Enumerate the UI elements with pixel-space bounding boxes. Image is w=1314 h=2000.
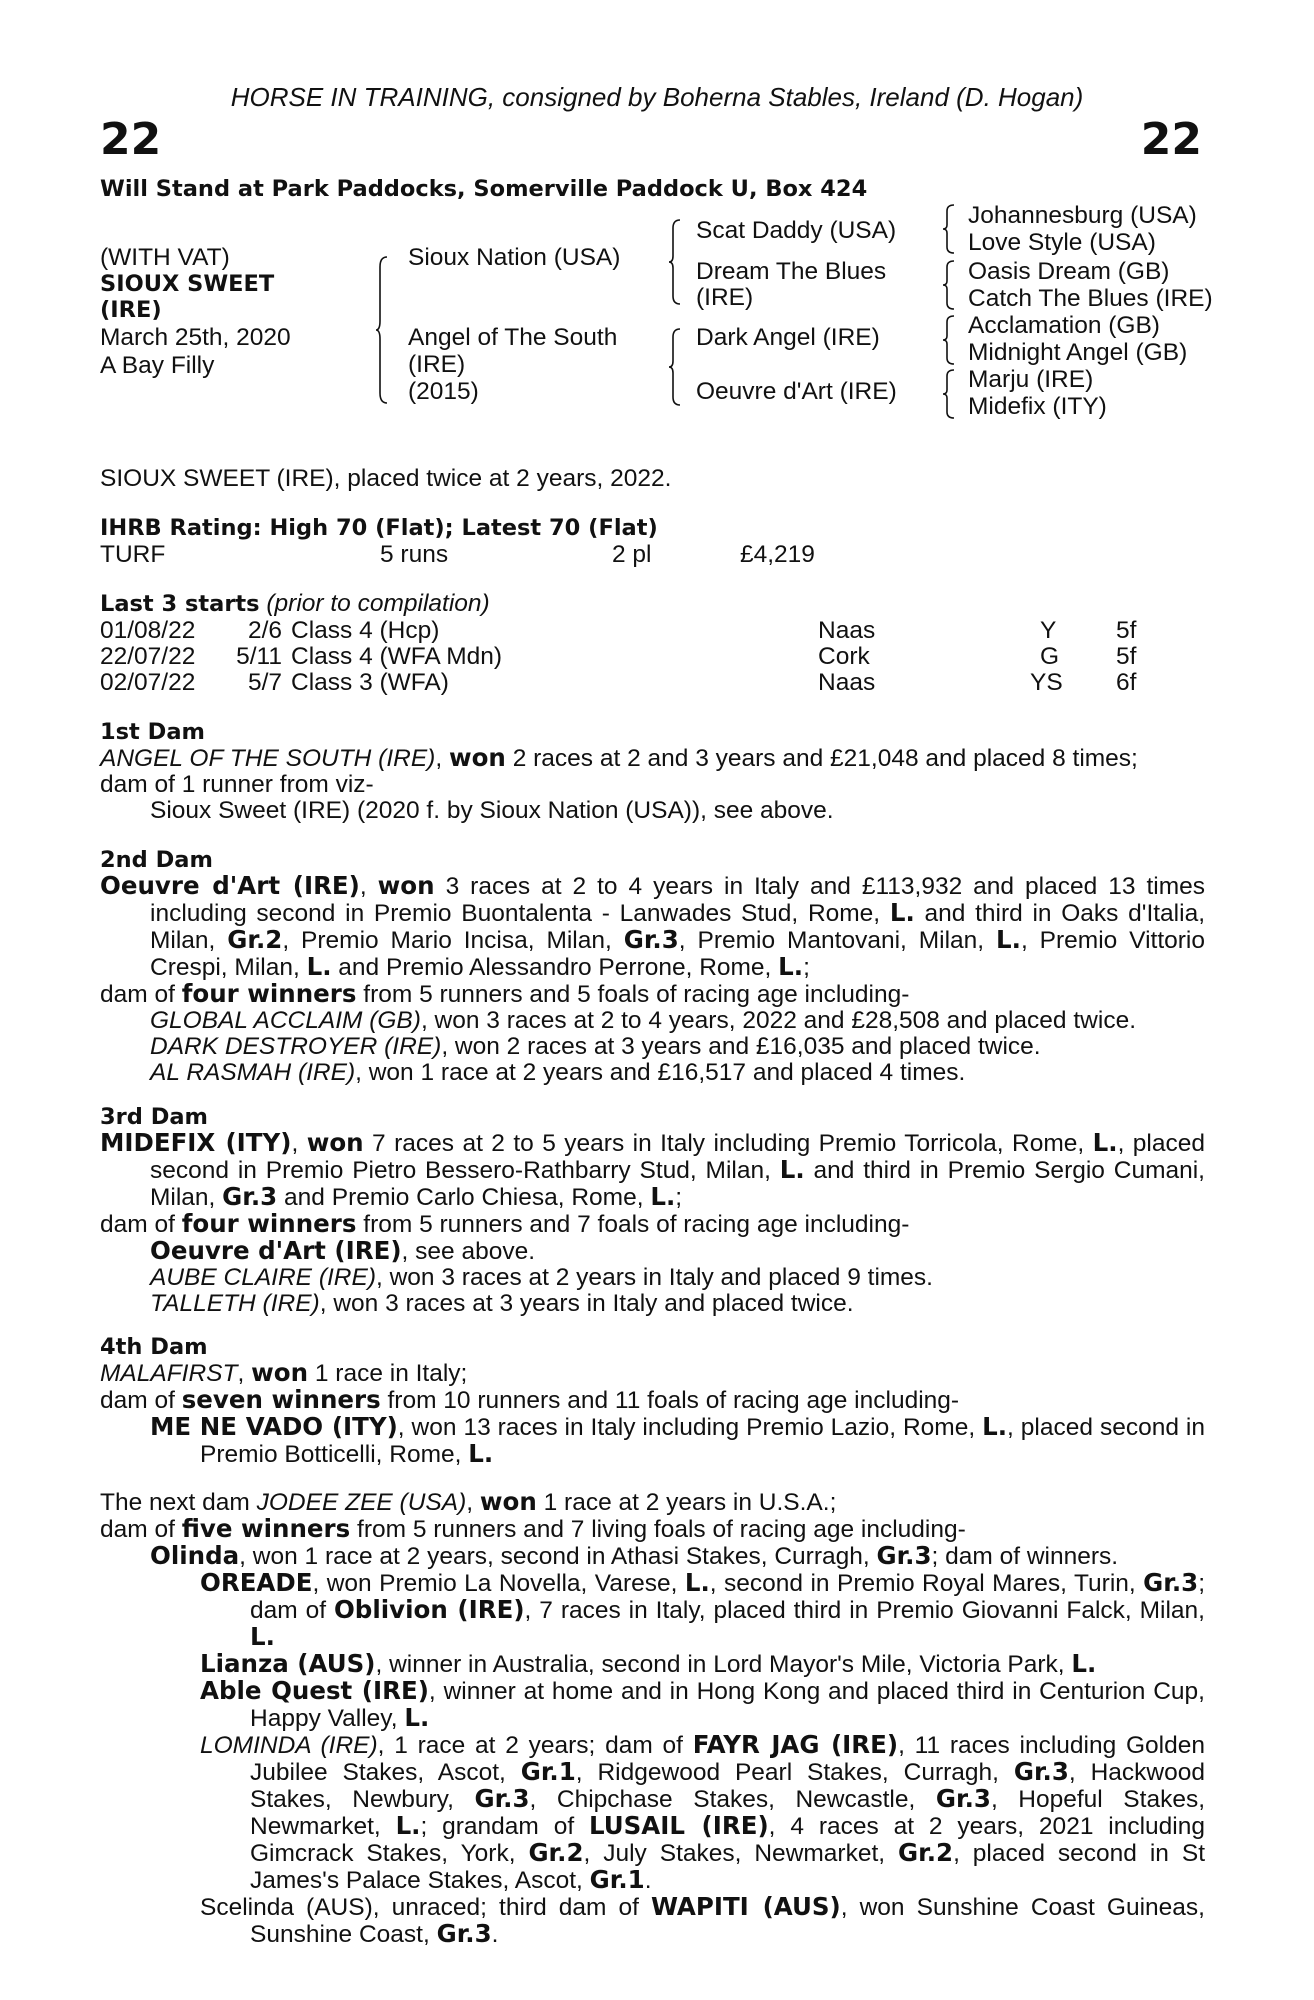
pedigree-sss: Johannesburg (USA) xyxy=(968,202,1197,229)
text: , won 13 races in Italy including Premio Lazio, Rome, xyxy=(397,1414,983,1441)
pedigree-brace-main xyxy=(375,255,389,405)
start-going: Y xyxy=(1040,617,1057,644)
text: , second in Premio Royal Mares, Turin, xyxy=(709,1570,1144,1597)
third-dam-produce xyxy=(100,1211,1205,1238)
table-row xyxy=(100,644,1200,670)
start-position: 2/6 xyxy=(247,617,282,644)
grade: Gr.3 xyxy=(474,1784,530,1813)
text: and Premio Carlo Chiesa, Rome, xyxy=(277,1184,651,1211)
fourth-dam-title: 4th Dam xyxy=(100,1334,208,1360)
offspring-name: LOMINDA (IRE) xyxy=(200,1732,378,1759)
second-dam-produce xyxy=(100,981,1205,1008)
pedigree-brace-ss xyxy=(942,203,956,255)
first-dam-won: won xyxy=(448,743,506,772)
starts-header xyxy=(100,591,490,617)
text: , July Stakes, Newmarket, xyxy=(583,1840,898,1867)
start-date: 22/07/22 xyxy=(100,643,196,670)
catalogue-header: HORSE IN TRAINING, consigned by Boherna Stables, Ireland (D. Hogan) xyxy=(230,82,1084,112)
grade: L. xyxy=(250,1622,275,1651)
pedigree-dam-year: (2015) xyxy=(408,378,479,405)
text: from 10 runners and 11 foals of racing age including- xyxy=(380,1387,960,1414)
text: . xyxy=(491,1921,499,1948)
text: , winner at home and in Hong Kong and placed third in Centurion Cup, Happy Valley, xyxy=(250,1678,1205,1732)
pedigree-sire-dam-country: (IRE) xyxy=(696,284,754,311)
text: , Premio Mantovani, Milan, xyxy=(678,927,997,954)
lot-number-left: 22 xyxy=(100,114,162,165)
pedigree-dam: Angel of The South xyxy=(408,324,618,351)
offspring-name: DARK DESTROYER (IRE) xyxy=(150,1033,442,1060)
text: , unraced; third dam of xyxy=(372,1894,651,1921)
text: , Chipchase Stakes, Newcastle, xyxy=(529,1786,936,1813)
horse-name: SIOUX SWEET xyxy=(100,271,275,297)
horse-dob: March 25th, 2020 xyxy=(100,324,291,351)
start-class: Class 4 (Hcp) xyxy=(291,617,440,644)
offspring-name: FAYR JAG (IRE) xyxy=(692,1730,899,1759)
start-position: 5/7 xyxy=(247,669,282,696)
offspring-name: Oeuvre d'Art (IRE) xyxy=(150,1236,402,1265)
start-course: Naas xyxy=(818,669,876,696)
pedigree-brace-sd xyxy=(942,259,956,311)
text: , 4 races at 2 years, 2021 including Gimcrack Stakes, York, xyxy=(250,1813,1206,1867)
grade: L. xyxy=(395,1811,421,1840)
won-label: won xyxy=(306,1128,364,1157)
pedigree-sire: Sioux Nation (USA) xyxy=(408,244,621,271)
start-date: 01/08/22 xyxy=(100,617,196,644)
list-item xyxy=(100,1732,1205,1894)
start-class: Class 3 (WFA) xyxy=(291,669,449,696)
grade: L. xyxy=(684,1568,710,1597)
offspring-name: Able Quest (IRE) xyxy=(200,1676,429,1705)
start-course: Naas xyxy=(818,617,876,644)
first-dam-produce: dam of 1 runner from viz- xyxy=(100,771,374,798)
grade: Gr.2 xyxy=(528,1838,584,1867)
start-position: 5/11 xyxy=(236,643,282,670)
fourth-dam-name: MALAFIRST xyxy=(100,1360,238,1387)
text: and Premio Alessandro Perrone, Rome, xyxy=(331,954,779,981)
third-dam-title: 3rd Dam xyxy=(100,1104,208,1130)
pedigree-ddd: Midefix (ITY) xyxy=(968,393,1107,420)
winners-count: five winners xyxy=(181,1514,351,1543)
start-going: YS xyxy=(1030,669,1063,696)
third-dam-record: MIDEFIX (ITY), won 7 races at 2 to 5 years in Italy including Premio Torricola, Rome, L., placed second in Premio Pietro Bessero-Rathbarry Stud, Milan, L. and third in Premio Sergio Cumani, Milan, Gr.3 and Premio Carlo Chiesa, Rome, L.; xyxy=(100,1128,1205,1211)
grade: Gr.1 xyxy=(520,1757,576,1786)
next-dam-produce xyxy=(100,1516,1205,1543)
text: , won Sunshine Coast Guineas, Sunshine Coast, xyxy=(250,1894,1205,1948)
offspring-name: WAPITI (AUS) xyxy=(651,1892,841,1921)
table-row xyxy=(100,670,1200,696)
first-dam-section xyxy=(100,719,1205,824)
offspring-name: LUSAIL (IRE) xyxy=(589,1811,769,1840)
pedigree-dss: Acclamation (GB) xyxy=(968,312,1160,339)
text: , 7 races in Italy, placed third in Premio Giovanni Falck, Milan, xyxy=(524,1597,1205,1624)
offspring-name: AL RASMAH (IRE) xyxy=(150,1059,356,1086)
text: , placed second in St James's Palace Stakes, Ascot, xyxy=(250,1840,1206,1894)
start-distance: 6f xyxy=(1116,669,1137,696)
list-item xyxy=(100,1060,1205,1086)
text: ; dam of xyxy=(250,1570,1206,1624)
starts-title: Last 3 starts xyxy=(100,591,260,617)
starts-note: (prior to compilation) xyxy=(266,590,490,617)
start-distance: 5f xyxy=(1116,643,1137,670)
text: 7 races at 2 to 5 years in Italy including Premio Torricola, Rome, xyxy=(363,1130,1093,1157)
pedigree-brace-dd xyxy=(942,368,956,420)
list-item xyxy=(100,1570,1205,1651)
next-dam-name: JODEE ZEE (USA) xyxy=(256,1489,467,1516)
text: dam of xyxy=(100,1211,182,1238)
first-dam-offspring: Sioux Sweet (IRE) (2020 f. by Sioux Nation (USA)), see above. xyxy=(150,797,834,824)
text: and third in Premio Sergio Cumani, Milan, xyxy=(150,1157,1205,1211)
text: dam of xyxy=(100,981,182,1008)
fourth-dam-section xyxy=(100,1334,1205,1468)
text: , won 1 race at 2 years and £16,517 and placed 4 times. xyxy=(355,1059,966,1086)
text: ; dam of winners. xyxy=(931,1543,1119,1570)
text: . xyxy=(644,1867,652,1894)
offspring-name: Oblivion (IRE) xyxy=(333,1595,525,1624)
list-item xyxy=(100,1543,1205,1570)
text: ; xyxy=(803,954,810,981)
offspring-name: Lianza (AUS) xyxy=(200,1649,376,1678)
grade: Gr.3 xyxy=(1013,1757,1069,1786)
offspring-name: GLOBAL ACCLAIM (GB) xyxy=(150,1007,421,1034)
rating-surface: TURF xyxy=(100,541,166,568)
list-item xyxy=(100,1414,1205,1468)
won-label: won xyxy=(251,1358,309,1387)
text: , Hopeful Stakes, Newmarket, xyxy=(250,1786,1206,1840)
winners-count: four winners xyxy=(181,1209,357,1238)
pedigree-brace-ds xyxy=(942,314,956,366)
grade: L. xyxy=(1071,1649,1097,1678)
grade: Gr.2 xyxy=(898,1838,954,1867)
text: , 1 race at 2 years; dam of xyxy=(377,1732,693,1759)
third-dam-section xyxy=(100,1104,1205,1317)
text: , won Premio La Novella, Varese, xyxy=(312,1570,685,1597)
text: from 5 runners and 5 foals of racing age including- xyxy=(356,981,910,1008)
text: , won 3 races at 3 years in Italy and placed twice. xyxy=(319,1290,854,1317)
text: , won 3 races at 2 to 4 years, 2022 and £28,508 and placed twice. xyxy=(420,1007,1136,1034)
text: , won 3 races at 2 years in Italy and placed 9 times. xyxy=(376,1264,933,1291)
list-item xyxy=(100,1238,1205,1265)
fourth-dam-produce xyxy=(100,1387,1205,1414)
next-dam-record xyxy=(100,1489,1205,1516)
text: and third in Oaks d'Italia, Milan, xyxy=(150,900,1205,954)
text: 1 race at 2 years in U.S.A.; xyxy=(536,1489,837,1516)
grade: L. xyxy=(1092,1128,1118,1157)
text: from 5 runners and 7 living foals of racing age including- xyxy=(350,1516,966,1543)
list-item xyxy=(100,1265,1205,1291)
list-item xyxy=(100,1651,1205,1678)
offspring-name: Scelinda (AUS) xyxy=(200,1894,373,1921)
grade: Gr.3 xyxy=(436,1919,492,1948)
list-item xyxy=(100,1678,1205,1732)
list-item xyxy=(100,1894,1205,1948)
grade: L. xyxy=(889,898,915,927)
grade: Gr.2 xyxy=(227,925,283,954)
rating-title: IHRB Rating: High 70 (Flat); Latest 70 (Flat) xyxy=(100,515,658,541)
vat-note: (WITH VAT) xyxy=(100,244,230,271)
grade: L. xyxy=(650,1182,676,1211)
winners-count: seven winners xyxy=(181,1385,381,1414)
winners-count: four winners xyxy=(181,979,357,1008)
rating-placed: 2 pl xyxy=(612,541,652,568)
grade: L. xyxy=(778,952,804,981)
text: , Premio Vittorio Crespi, Milan, xyxy=(150,927,1205,981)
first-dam-name: ANGEL OF THE SOUTH (IRE) xyxy=(100,745,436,772)
next-dam-section xyxy=(100,1489,1205,1948)
text: dam of xyxy=(100,1516,182,1543)
text: , won 2 races at 3 years and £16,035 and placed twice. xyxy=(441,1033,1041,1060)
third-dam-name: MIDEFIX (ITY) xyxy=(100,1128,292,1157)
first-dam-record: ANGEL OF THE SOUTH (IRE), won 2 races at 2 and 3 years and £21,048 and placed 8 times; xyxy=(100,743,1138,772)
rating-runs: 5 runs xyxy=(380,541,449,568)
grade: Gr.3 xyxy=(222,1182,278,1211)
grade: Gr.1 xyxy=(589,1865,645,1894)
grade: L. xyxy=(982,1412,1008,1441)
second-dam-name: Oeuvre d'Art (IRE) xyxy=(100,871,360,900)
second-dam-record: Oeuvre d'Art (IRE), won 3 races at 2 to 4 years in Italy and £113,932 and placed 13 times including second in Premio Buontalenta - Lanwades Stud, Rome, L. and third in Oaks d'Italia, Milan, Gr.2, Premio Mario Incisa, Milan, Gr.3, Premio Mantovani, Milan, L., Premio Vittorio Crespi, Milan, L. and Premio Alessandro Perrone, Rome, L.; xyxy=(100,871,1205,981)
offspring-name: AUBE CLAIRE (IRE) xyxy=(150,1264,376,1291)
pedigree-brace-dam xyxy=(668,327,682,407)
grade: L. xyxy=(779,1155,805,1184)
text: 3 races at 2 to 4 years in Italy and £113,932 and placed 13 times including second in Premio Buontalenta - Lanwades Stud, Rome, xyxy=(150,873,1205,927)
text: , placed second in Premio Botticelli, Rome, xyxy=(200,1414,1205,1468)
pedigree-ssd: Love Style (USA) xyxy=(968,229,1156,256)
starts-table xyxy=(100,618,1200,696)
text: ; xyxy=(675,1184,683,1211)
stand-location: Will Stand at Park Paddocks, Somerville Paddock U, Box 424 xyxy=(100,176,868,202)
text: The next dam xyxy=(100,1489,257,1516)
pedigree-sds: Oasis Dream (GB) xyxy=(968,258,1170,285)
start-going: G xyxy=(1040,643,1060,670)
text: , Premio Mario Incisa, Milan, xyxy=(282,927,624,954)
offspring-name: Olinda xyxy=(150,1541,240,1570)
horse-description: A Bay Filly xyxy=(100,352,215,379)
pedigree-sire-sire: Scat Daddy (USA) xyxy=(696,217,897,244)
text: 1 race in Italy; xyxy=(308,1360,468,1387)
grade: Gr.3 xyxy=(623,925,679,954)
text: , 11 races including Golden Jubilee Stakes, Ascot, xyxy=(250,1732,1206,1786)
text: , placed second in Premio Pietro Bessero-Rathbarry Stud, Milan, xyxy=(150,1130,1205,1184)
rating-prize: £4,219 xyxy=(740,541,815,568)
won-label: won xyxy=(377,871,435,900)
start-distance: 5f xyxy=(1116,617,1137,644)
list-item xyxy=(100,1291,1205,1317)
lot-number-right: 22 xyxy=(1140,114,1202,165)
text: dam of xyxy=(100,1387,182,1414)
pedigree-dam-sire: Dark Angel (IRE) xyxy=(696,324,880,351)
text: , xyxy=(237,1360,252,1387)
grade: L. xyxy=(404,1703,430,1732)
grade: Gr.3 xyxy=(935,1784,991,1813)
offspring-name: OREADE xyxy=(200,1568,313,1597)
offspring-name: TALLETH (IRE) xyxy=(150,1290,320,1317)
text: , winner in Australia, second in Lord Mayor's Mile, Victoria Park, xyxy=(375,1651,1072,1678)
pedigree-dds: Marju (IRE) xyxy=(968,366,1094,393)
start-course: Cork xyxy=(818,643,870,670)
grade: Gr.3 xyxy=(1143,1568,1199,1597)
pedigree-sdd: Catch The Blues (IRE) xyxy=(968,285,1213,312)
won-label: won xyxy=(479,1487,537,1516)
text: , xyxy=(466,1489,480,1516)
pedigree-brace-sire xyxy=(668,218,682,306)
grade: Gr.3 xyxy=(876,1541,932,1570)
table-row xyxy=(100,618,1200,644)
horse-name-country: (IRE) xyxy=(100,297,162,323)
grade: L. xyxy=(468,1439,494,1468)
second-dam-section xyxy=(100,847,1205,1086)
first-dam-text: 2 races at 2 and 3 years and £21,048 and placed 8 times; xyxy=(505,745,1138,772)
pedigree-dam-country: (IRE) xyxy=(408,351,466,378)
first-dam-title: 1st Dam xyxy=(100,719,205,745)
grade: L. xyxy=(306,952,332,981)
start-date: 02/07/22 xyxy=(100,669,196,696)
pedigree-dam-dam: Oeuvre d'Art (IRE) xyxy=(696,378,897,405)
offspring-name: ME NE VADO (ITY) xyxy=(150,1412,398,1441)
text: , see above. xyxy=(401,1238,536,1265)
summary-line: SIOUX SWEET (IRE), placed twice at 2 years, 2022. xyxy=(100,465,672,492)
text: from 5 runners and 7 foals of racing age including- xyxy=(356,1211,910,1238)
text: , won 1 race at 2 years, second in Athasi Stakes, Curragh, xyxy=(239,1543,877,1570)
text: , Ridgewood Pearl Stakes, Curragh, xyxy=(575,1759,1014,1786)
list-item xyxy=(100,1034,1205,1060)
pedigree-dsd: Midnight Angel (GB) xyxy=(968,339,1188,366)
pedigree-sire-dam: Dream The Blues xyxy=(696,258,887,285)
fourth-dam-record xyxy=(100,1360,1205,1387)
second-dam-title: 2nd Dam xyxy=(100,847,213,873)
start-class: Class 4 (WFA Mdn) xyxy=(291,643,503,670)
grade: L. xyxy=(996,925,1021,954)
text: , Hackwood Stakes, Newbury, xyxy=(250,1759,1205,1813)
text: ; grandam of xyxy=(420,1813,589,1840)
list-item xyxy=(100,1008,1205,1034)
